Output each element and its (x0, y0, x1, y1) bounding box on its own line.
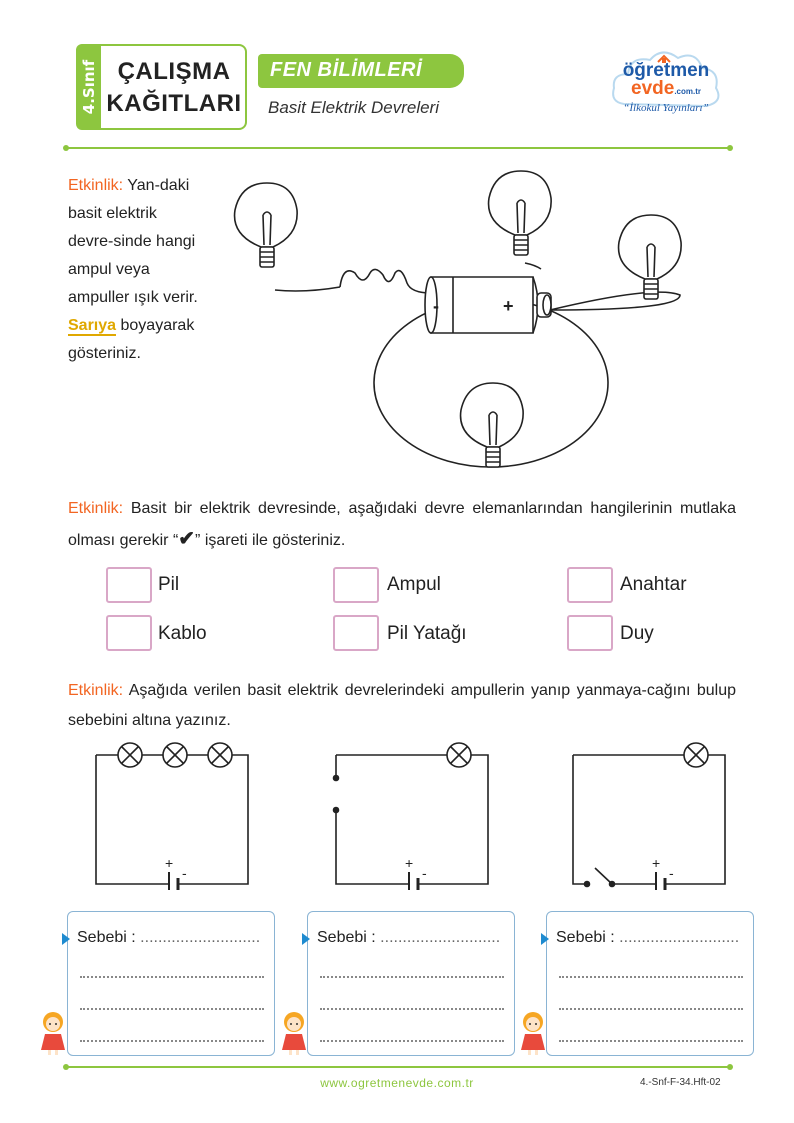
footer-divider (66, 1066, 730, 1068)
grade-tab (76, 44, 102, 130)
grade-label: 4.Sınıf (80, 59, 98, 115)
answer-line[interactable] (80, 1040, 264, 1042)
chevron-right-icon (302, 933, 310, 945)
title-line-2: KAĞITLARI (106, 90, 242, 117)
title-line-1: ÇALIŞMA (117, 58, 231, 85)
option-label-kablo: Kablo (158, 623, 207, 644)
checkbox-kablo[interactable] (106, 615, 152, 651)
activity-2-label: Etkinlik: (68, 500, 124, 517)
chevron-right-icon (62, 933, 70, 945)
answer-label: Sebebi : ........................... (556, 929, 740, 946)
header-divider (66, 147, 730, 149)
worksheet-title (101, 44, 247, 130)
checkbox-duy[interactable] (567, 615, 613, 651)
bulb-icon (619, 215, 682, 299)
girl-mascot-icon (36, 1010, 70, 1056)
minus-sign: - (182, 865, 187, 881)
activity-2-text: Etkinlik: Basit bir elektrik devresinde, aşağıdaki devre elemanlarından hangilerinin mutlaka olması gerekir “✔” işareti ile gösteriniz. (68, 500, 736, 550)
battery-icon (425, 277, 551, 333)
circuit-illustration (225, 165, 700, 480)
activity-1-text: Etkinlik: Yan-daki basit elektrik devre-sinde hangi ampul veya ampuller ışık verir. Sarıya boyayarak gösteriniz. (68, 177, 198, 362)
answer-line[interactable] (80, 1008, 264, 1010)
footer-code: 4.-Snf-F-34.Hft-02 (640, 1077, 721, 1088)
bulb-icon (235, 183, 298, 267)
bulb-icon (461, 383, 524, 467)
answer-line[interactable] (320, 1008, 504, 1010)
answer-box-3 (546, 911, 754, 1056)
answer-line[interactable] (320, 976, 504, 978)
circuit-diagram-1 (90, 738, 255, 890)
chevron-right-icon (541, 933, 549, 945)
bulb-icon (489, 171, 552, 255)
plus-sign: + (652, 855, 661, 871)
option-label-ampul: Ampul (387, 574, 441, 595)
answer-line[interactable] (559, 1040, 743, 1042)
activity-3-text: Etkinlik: Aşağıda verilen basit elektrik devrelerindeki ampullerin yanıp yanmaya-cağını bulup sebebini altına yazınız. (68, 682, 737, 729)
checkbox-pil[interactable] (106, 567, 152, 603)
minus-sign: - (669, 865, 674, 881)
subject-banner (258, 54, 464, 88)
circuit-diagram-2 (330, 738, 495, 890)
battery-minus-label: - (433, 296, 439, 316)
answer-label: Sebebi : ........................... (77, 929, 261, 946)
option-label-pil: Pil (158, 574, 180, 595)
subject-label: FEN BİLİMLERİ (270, 59, 423, 81)
plus-sign: + (165, 855, 174, 871)
logo-tagline: “İlkokul Yayınları” (623, 102, 709, 114)
answer-box-1 (67, 911, 275, 1056)
topic-title: Basit Elektrik Devreleri (268, 98, 439, 117)
plus-sign: + (405, 855, 414, 871)
battery-plus-label: + (503, 296, 514, 316)
girl-mascot-icon (277, 1010, 311, 1056)
activity-1-label: Etkinlik: (68, 177, 124, 194)
answer-label: Sebebi : ........................... (317, 929, 501, 946)
checkmark-icon: ✔ (178, 528, 196, 550)
logo-wordmark: öğretmen evde.com.tr (622, 60, 710, 99)
minus-sign: - (422, 865, 427, 881)
answer-box-2 (307, 911, 515, 1056)
checkbox-pil-yatagi[interactable] (333, 615, 379, 651)
checkbox-anahtar[interactable] (567, 567, 613, 603)
answer-line[interactable] (320, 1040, 504, 1042)
activity-3-label: Etkinlik: (68, 682, 124, 699)
answer-line[interactable] (559, 976, 743, 978)
answer-line[interactable] (559, 1008, 743, 1010)
answer-line[interactable] (80, 976, 264, 978)
checkbox-ampul[interactable] (333, 567, 379, 603)
option-label-duy: Duy (620, 623, 654, 644)
girl-mascot-icon (516, 1010, 550, 1056)
circuit-diagram-3 (567, 738, 732, 890)
footer-url[interactable]: www.ogretmenevde.com.tr (320, 1076, 474, 1090)
option-label-anahtar: Anahtar (620, 574, 687, 595)
option-label-pil-yatagi: Pil Yatağı (387, 623, 467, 644)
highlight-word: Sarıya (68, 317, 117, 334)
